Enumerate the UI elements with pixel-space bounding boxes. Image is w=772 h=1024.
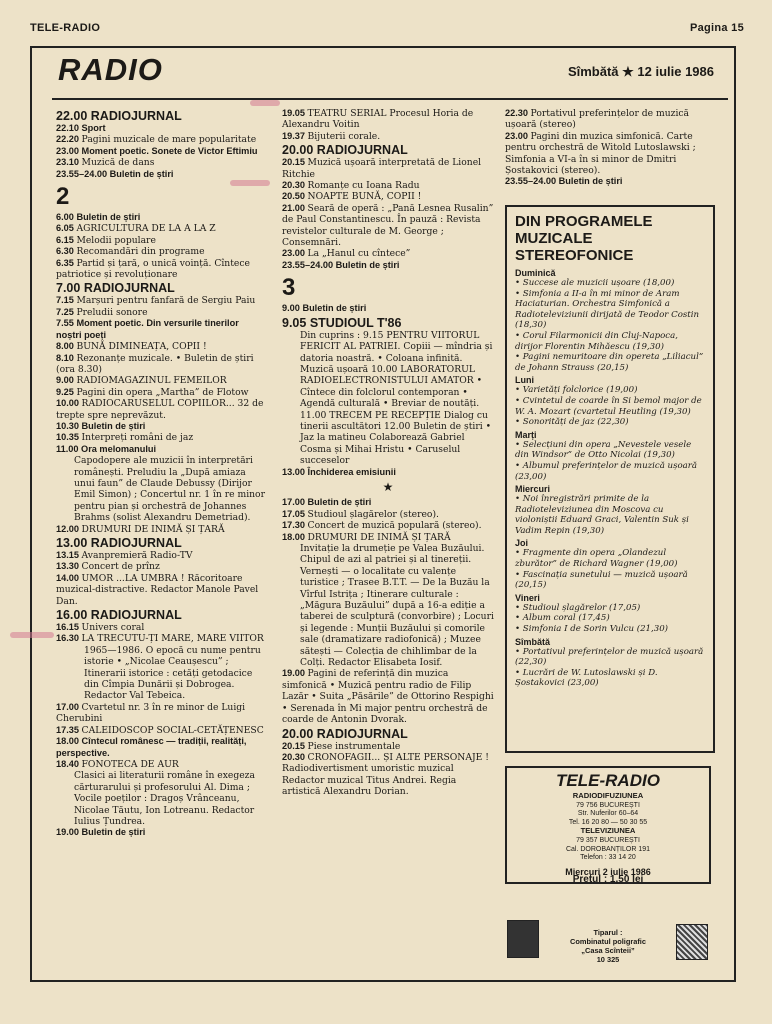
program-title: Bijuterii corale.	[307, 130, 381, 142]
program-entry	[56, 770, 266, 827]
program-entry	[282, 543, 494, 668]
program-title: Din cuprins : 9.15 PENTRU VIITORUL FERICIT AL PATRIEI. Copiii — mîndria și datoria noastră. • Coloana infinită. Muzică ușoară 10.00 LABORATORUL RADIOELECTRONISTULUI AMATOR • Cîntece din folclorul contemporan • Agendă culturală • Breviar de noutăți. 11.00 TRECEM PE RECEPȚIE Dialog cu tinerii ascultători 12.00 Buletin de știri • Jaz la matineu Colaborează Gabriel Cosma și Mihai Hristu • Caruselul succeselor	[300, 329, 493, 467]
program-entry	[56, 212, 266, 223]
program-title: RADIOJURNAL	[90, 536, 182, 550]
program-title: Buletin de știri	[335, 259, 400, 270]
program-entry	[56, 109, 266, 123]
program-time: 23.00	[56, 145, 82, 156]
program-time: 8.10	[56, 352, 77, 363]
program-title: RADIOJURNAL	[316, 143, 408, 158]
program-entry	[282, 668, 494, 725]
program-entry	[56, 258, 266, 281]
program-time: 6.35	[56, 257, 77, 268]
program-time: 12.00	[56, 523, 82, 534]
printer-line-2: Combinatul poligrafic	[570, 937, 646, 946]
program-entry	[56, 432, 266, 443]
program-entry	[282, 303, 494, 314]
program-entry	[282, 467, 494, 478]
program-title: BUNĂ DIMINEAȚA, COPII !	[76, 341, 207, 353]
radio-label: RADIODIFUZIUNEA	[572, 791, 644, 800]
program-title: AGRICULTURA DE LA A LA Z	[76, 223, 216, 235]
day-number: 3	[282, 274, 296, 302]
program-title: Muzică ușoară interpretată de Lionel Ritchie	[282, 157, 482, 180]
program-entry	[56, 759, 266, 770]
program-title: Seară de operă : „Pană Lesnea Rusalin” de Paul Constantinescu. În pauză : Revista revistelor culturale de M. George ; Consemnări.	[282, 202, 494, 249]
stereo-item: • Selecțiuni din opera „Nevestele vesele din Windsor” de Otto Nicolai (19,30)	[515, 439, 692, 461]
pink-mark	[250, 100, 280, 106]
program-time: 20.15	[282, 157, 308, 168]
date-line: Sîmbătă ★ 12 iulie 1986	[567, 64, 714, 79]
program-time: 23.55–24.00	[282, 259, 336, 270]
stereo-day: Sîmbătă	[515, 636, 551, 647]
program-time: 16.30	[56, 633, 82, 644]
program-time: 19.00	[282, 668, 308, 679]
program-entry	[56, 353, 266, 376]
program-entry	[56, 146, 266, 157]
program-title: Invitație la drumeție pe Valea Buzăului. Chipul de azi al patriei și al tinereții. Vernești — o localitate cu valențe turistice ; Trasee B.T.T. — De la Buzău la Vîrful Istrița ; Itinerare culturale : „Măgura Buzăului” după a 16-a ediție a taberei de sculptură (convorbire) ; Locuri și legende : Munții Buzăului și comorile sale (dramatizare radiofonică) ; Muzee sătești — Colecția de chihlimbar de la Colți. Redactor Elisabeta Iosif.	[300, 543, 494, 669]
program-title: Univers coral	[81, 622, 145, 634]
program-title: CRONOFAGII... ȘI ALTE PERSONAJE ! Radiodivertisment umoristic muzical Redactor muzical Titus Andrei. Regia artistică Alexandru Dorian.	[282, 751, 489, 798]
program-title: RADIOCARUSELUL COPIILOR... 32 de trepte spre neprevăzut.	[56, 398, 264, 421]
program-time: 18.00	[56, 736, 82, 747]
program-title: Piese instrumentale	[307, 740, 401, 752]
program-title: Capodopere ale muzicii în interpretări românești. Preludiu la „După amiaza unui faun” de Claude Debussy (Dirijor Emil Simon) ; Concertul nr. 1 în re minor pentru pian și orchestră de Johannes Brahms (solist Alexandru Demetriad).	[74, 455, 265, 524]
program-title: DRUMURI DE INIMĂ ȘI ȚARĂ	[307, 531, 451, 543]
program-title: Clasici ai literaturii române în exegeza cărturarului și profesorului Al. Dima ; Vocile poeților : Dragoș Vrânceanu, Nicolae Tăutu, Ion Lotreanu. Redactor Iulius Țundrea.	[74, 770, 255, 827]
program-time: 17.30	[282, 520, 308, 531]
pink-mark	[10, 632, 54, 638]
day-number: 2	[56, 183, 70, 211]
program-title: Închiderea emisiunii	[307, 466, 396, 477]
program-title: Pagini din muzica simfonică. Carte pentru orchestră de Witold Lutoslawski ; Simfonia a VI-a în si minor de Dmitri Șostakovici (stereo).	[505, 130, 696, 177]
program-entry	[56, 455, 266, 523]
program-time: 16.00	[56, 608, 91, 623]
program-title: Sport	[81, 123, 106, 133]
stereo-item: • Portativul preferințelor de muzică ușoară (22,30)	[515, 646, 704, 668]
program-title: NOAPTE BUNĂ, COPII !	[307, 191, 422, 203]
printer-line-1: Tiparul :	[593, 928, 623, 937]
stereo-day: Joi	[515, 538, 529, 549]
program-entry	[56, 235, 266, 246]
program-title: RADIOMAGAZINUL FEMEILOR	[76, 375, 227, 387]
program-title: Cîntecul românesc — tradiții, realități, perspective.	[56, 736, 247, 758]
program-title: Preludii sonore	[76, 306, 148, 318]
program-title: Muzică de dans	[81, 157, 155, 169]
stereo-item: • Fragmente din opera „Olandezul zburător” de Richard Wagner (19,00)	[515, 548, 678, 570]
program-entry	[56, 281, 266, 295]
program-entry	[56, 524, 266, 535]
program-entry	[56, 421, 266, 432]
program-entry	[505, 131, 715, 177]
stereo-day: Luni	[515, 375, 534, 386]
program-title: Pagini din opera „Martha” de Flotow	[76, 386, 249, 398]
program-title: Interpreți români de jaz	[81, 432, 194, 444]
program-entry	[505, 108, 715, 131]
program-time: 13.00	[282, 466, 308, 477]
stereo-item: • Lucrări de W. Lutoslawski și D. Șostakovici (23,00)	[515, 667, 658, 689]
stereo-item: • Cvintetul de coarde în Si bemol major de W. A. Mozart (cvartetul Heutling (19,30)	[515, 395, 702, 417]
program-entry	[56, 123, 266, 134]
radio-phone: Tel. 16 20 80 — 50 30 55	[568, 818, 648, 826]
star-divider: ★	[382, 479, 394, 494]
program-time: 22.10	[56, 123, 82, 133]
program-title: RADIOJURNAL	[316, 726, 408, 741]
program-title: Ora melomanului	[81, 443, 157, 454]
program-title: STUDIOUL T'86	[309, 315, 402, 330]
stereo-item: • Albumul preferințelor de muzică ușoară (23,00)	[515, 460, 698, 482]
program-title: Studioul șlagărelor (stereo).	[307, 508, 439, 520]
program-time: 13.15	[56, 550, 82, 560]
program-entry	[56, 633, 266, 644]
column-3	[505, 108, 715, 188]
program-time: 23.00	[282, 248, 308, 259]
program-entry	[282, 248, 494, 259]
program-entry	[56, 223, 266, 234]
program-title: Moment poetic. Din versurile tinerilor noștri poeți	[56, 318, 239, 340]
program-title: 1965—1986. O epocă cu nume pentru istorie • „Nicolae Ceaușescu” ; Itinerarii istorice : cetăți getodacice din Cîmpia Dunării și Dobrogea. Redactor Val Tebeica.	[84, 644, 261, 702]
program-entry	[282, 316, 494, 330]
program-time: 7.15	[56, 295, 77, 306]
program-title: Buletin de știri	[307, 497, 372, 508]
program-time: 23.55–24.00	[56, 168, 110, 179]
stereo-item: • Simfonia I de Sorin Vulcu (21,30)	[515, 624, 669, 635]
program-entry	[56, 550, 266, 561]
stereo-day: Duminică	[515, 268, 556, 278]
program-title: Portativul preferințelor de muzică ușoară (stereo)	[505, 108, 690, 131]
program-time: 6.00	[56, 212, 77, 223]
program-time: 20.30	[282, 180, 308, 191]
program-time: 17.00	[282, 497, 308, 508]
program-entry	[56, 608, 266, 622]
program-time: 18.00	[282, 531, 308, 542]
tv-label: TELEVIZIUNEA	[580, 826, 636, 836]
stereo-item: • Corul Filarmonicii din Cluj-Napoca, dirijor Florentin Mihăescu (19,30)	[515, 330, 678, 352]
program-time: 23.10	[56, 157, 82, 168]
program-entry	[56, 622, 266, 633]
program-time: 20.00	[282, 143, 317, 158]
price: Prețul : 1,50 lei	[572, 874, 644, 886]
program-entry	[282, 143, 494, 157]
program-title: TEATRU SERIAL Procesul Horia de Alexandru Voitin	[282, 108, 474, 131]
pink-mark	[230, 180, 270, 186]
stereo-item: • Noi înregistrări primite de la Radioteleviziunea din Moscova cu violoniștii Eduard Graci, Valentin Suk și Vadim Repin (19,30)	[515, 494, 689, 536]
program-entry	[282, 191, 494, 202]
stereo-item: • Album coral (17,45)	[515, 613, 610, 624]
tele-radio-masthead	[505, 766, 711, 884]
program-time: 7.00	[56, 281, 84, 296]
column-2	[282, 108, 494, 798]
radio-street: Str. Nuferilor 60–64	[577, 810, 639, 818]
program-time: 8.00	[56, 341, 77, 352]
printer-credit	[545, 928, 671, 964]
program-title: Moment poetic. Sonete de Victor Eftimiu	[81, 145, 258, 156]
tv-street: Cal. DOROBANȚILOR 191	[565, 845, 651, 853]
program-title: RADIOJURNAL	[90, 109, 182, 123]
program-title: Avanpremieră Radio-TV	[81, 550, 193, 561]
program-entry	[282, 108, 494, 131]
program-entry	[56, 307, 266, 318]
stereo-item: • Succese ale muzicii ușoare (18,00)	[515, 278, 675, 288]
stereo-day: Miercuri	[515, 484, 551, 495]
program-time: 6.30	[56, 246, 77, 257]
program-entry	[56, 246, 266, 257]
stereo-day: Vineri	[515, 592, 540, 603]
program-title: DRUMURI DE INIMĂ ȘI ȚARĂ	[81, 523, 225, 535]
program-entry	[282, 203, 494, 249]
issue-date: Miercuri 2 iulie 1986	[565, 866, 651, 877]
program-title: Marșuri pentru fanfară de Sergiu Paiu	[76, 295, 256, 307]
program-entry	[56, 295, 266, 306]
title-rule	[52, 98, 728, 100]
program-title: Romanțe cu Ioana Radu	[307, 180, 420, 192]
program-title: FONOTECA DE AUR	[81, 758, 179, 770]
program-time: 17.00	[56, 701, 82, 712]
program-time: 7.55	[56, 318, 77, 329]
masthead-name: TELE-RADIO	[556, 771, 660, 790]
program-entry	[56, 398, 266, 421]
page-title: RADIO	[58, 52, 163, 87]
program-entry	[282, 157, 494, 180]
program-entry	[282, 497, 494, 508]
program-title: Concert de muzică populară (stereo).	[307, 520, 482, 532]
program-title: Recomandări din programe	[76, 246, 205, 258]
program-entry	[56, 318, 266, 341]
program-time: 13.00	[56, 536, 91, 550]
program-title: Concert de prînz	[81, 561, 160, 573]
program-time: 6.05	[56, 223, 77, 234]
header-left: TELE-RADIO	[30, 22, 101, 34]
program-entry	[282, 180, 494, 191]
program-time: 14.00	[56, 572, 82, 583]
program-entry	[56, 341, 266, 352]
program-entry	[56, 444, 266, 455]
program-title: Buletin de știri	[81, 420, 146, 431]
program-time: 13.30	[56, 561, 82, 572]
program-time: 20.00	[282, 726, 317, 741]
program-time: 22.20	[56, 134, 82, 145]
program-time: 19.37	[282, 130, 308, 141]
program-time: 20.50	[282, 191, 308, 202]
program-entry	[282, 741, 494, 752]
program-entry	[56, 561, 266, 572]
tv-phone: Telefon : 33 14 20	[580, 854, 636, 862]
program-entry	[282, 509, 494, 520]
program-entry	[56, 169, 266, 180]
program-time: 22.30	[505, 108, 531, 118]
radio-postcode: 79 756 BUCUREȘTI	[576, 801, 640, 809]
program-time: 23.00	[505, 130, 531, 141]
program-title: CALEIDOSCOP SOCIAL-CETĂȚENESC	[81, 724, 264, 736]
program-time: 9.00	[56, 375, 77, 386]
printer-line-4: 10 325	[596, 955, 620, 964]
program-title: Cvartetul nr. 3 în re minor de Luigi Cherubini	[56, 701, 246, 725]
program-time: 17.05	[282, 508, 308, 519]
program-entry	[56, 375, 266, 386]
program-entry	[282, 727, 494, 741]
program-time: 7.25	[56, 306, 77, 317]
program-title: Pagini de referință din muzica simfonică • Muzică pentru radio de Filip Lazăr • Suita „Păsările” de Ottorino Respighi • Serenada în Mi major pentru orchestră de coarde de Antonin Dvorak.	[282, 668, 494, 726]
stereo-item: • Simfonia a II-a în mi minor de Aram Haciaturian. Orchestra Simfonică a Radioteleviziunii dirijată de Teodor Costin (18,30)	[515, 288, 700, 331]
program-entry	[56, 702, 266, 725]
program-title: Buletin de știri	[81, 827, 146, 838]
program-entry	[56, 645, 266, 702]
program-entry	[56, 827, 266, 838]
stereo-item: • Fascinația sunetului — muzică ușoară (20,15)	[515, 569, 688, 591]
stereo-item: • Pagini nemuritoare din opereta „Liliacul” de Johann Strauss (20,15)	[515, 352, 704, 373]
program-title: Partid și țară, o unică voință. Cîntece patriotice și revoluționare	[56, 257, 250, 281]
program-time: 19.00	[56, 827, 82, 838]
program-entry	[282, 260, 494, 271]
program-time: 21.00	[282, 202, 308, 213]
program-entry	[56, 736, 266, 759]
program-time: 23.55–24.00	[505, 176, 559, 187]
printer-stamp-icon	[676, 924, 708, 960]
program-entry	[282, 752, 494, 798]
program-entry	[56, 536, 266, 550]
program-title: Buletin de știri	[109, 168, 174, 179]
program-title: Pagini muzicale de mare popularitate	[81, 134, 257, 146]
stereo-item: • Studioul șlagărelor (17,05)	[515, 602, 641, 613]
stereo-title: DIN PROGRAMELE MUZICALE STEREOFONICE	[515, 213, 653, 264]
stereo-item: • Varietăți folclorice (19,00)	[515, 385, 638, 396]
program-title: Melodii populare	[76, 234, 156, 246]
program-time: 9.25	[56, 386, 77, 397]
program-time: 20.15	[282, 740, 308, 751]
program-time: 10.35	[56, 432, 82, 443]
program-title: La „Hanul cu cîntece”	[307, 248, 411, 260]
program-time: 10.00	[56, 398, 82, 409]
program-time: 20.30	[282, 751, 308, 762]
stereo-day: Marți	[515, 429, 537, 440]
program-time: 22.00	[56, 109, 91, 123]
program-entry	[56, 387, 266, 398]
program-entry	[282, 520, 494, 531]
program-time: 9.05	[282, 315, 310, 330]
program-time: 18.40	[56, 758, 82, 769]
column-1	[56, 108, 266, 839]
program-entry	[56, 157, 266, 168]
program-entry	[505, 176, 715, 187]
program-time: 17.35	[56, 724, 82, 735]
program-time: 11.00	[56, 443, 82, 454]
program-time: 10.30	[56, 420, 82, 431]
program-entry	[282, 532, 494, 543]
program-time: 9.00	[282, 303, 303, 314]
program-title: Rezonanțe muzicale. • Buletin de știri (ora 8.30)	[56, 352, 254, 375]
program-time: 19.05	[282, 108, 308, 118]
program-title: LA TRECUTU-ȚI MARE, MARE VIITOR	[81, 633, 264, 645]
program-entry	[56, 573, 266, 607]
program-title: Buletin de știri	[558, 176, 623, 187]
printer-line-3: „Casa Scînteii”	[581, 946, 635, 955]
publisher-logo-icon	[507, 920, 539, 958]
stereo-item: • Sonorități de jaz (22,30)	[515, 417, 629, 428]
stereo-programs-box	[505, 205, 715, 753]
stereo-days	[515, 268, 705, 689]
program-title: RADIOJURNAL	[83, 281, 175, 296]
page-number: Pagina 15	[689, 22, 744, 34]
program-entry	[56, 725, 266, 736]
tv-postcode: 79 357 BUCUREȘTI	[576, 836, 640, 844]
program-title: Buletin de știri	[76, 212, 141, 223]
program-title: UMOR ...LA UMBRA ! Răcoritoare muzical-distractive. Redactor Manole Pavel Dan.	[56, 572, 259, 607]
program-title: Buletin de știri	[302, 303, 367, 314]
program-entry	[56, 134, 266, 145]
program-time: 16.15	[56, 622, 82, 633]
program-entry	[282, 131, 494, 142]
program-title: RADIOJURNAL	[90, 608, 182, 623]
program-entry	[282, 330, 494, 467]
program-time: 6.15	[56, 234, 77, 245]
